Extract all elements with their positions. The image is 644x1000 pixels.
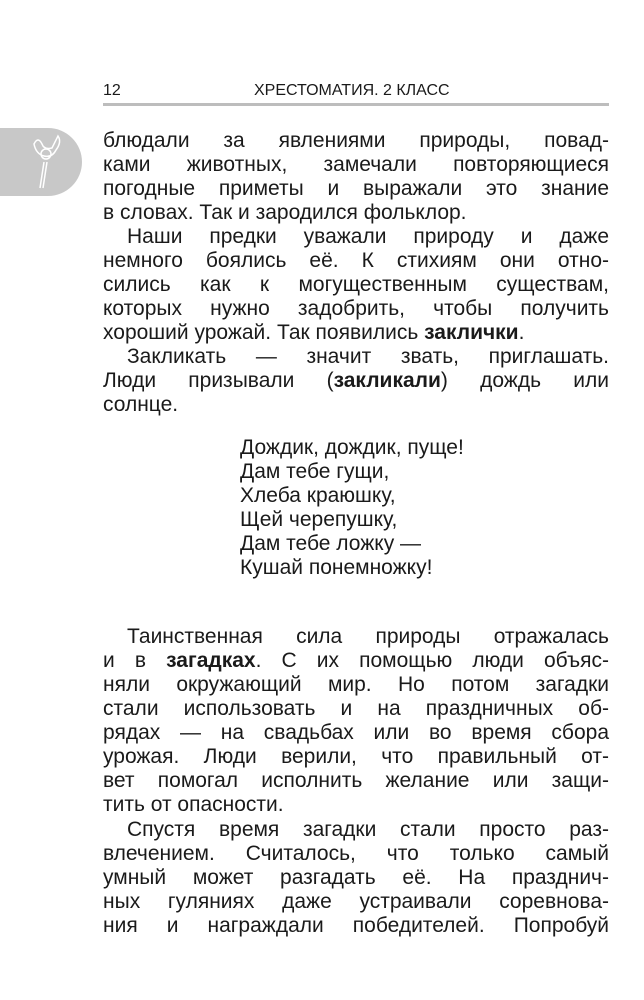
text-line: тить от опасности.: [103, 793, 284, 816]
poem-line: Дождик, дождик, пуще!: [240, 436, 464, 459]
text-line: умный может разгадать её. На празднич-: [103, 866, 609, 889]
text-line: в словах. Так и зародился фольклор.: [103, 201, 467, 224]
text-line: [103, 649, 609, 673]
poem-line: Кушай понемножку!: [240, 556, 433, 579]
page-number: 12: [103, 82, 121, 99]
term-zagadki: загадках: [166, 649, 256, 672]
poem-line: Дам тебе ложку —: [240, 532, 422, 555]
text-line: которых нужно задобрить, чтобы получить: [103, 297, 609, 320]
text: хороший урожай. Так появились: [103, 321, 425, 344]
term-zaklikali: закликали: [333, 369, 441, 392]
text: и в: [103, 649, 167, 672]
poem-line: Дам тебе гущи,: [240, 460, 390, 483]
text: .: [518, 321, 525, 344]
text-line: няли окружающий мир. Но потом загадки: [103, 673, 609, 696]
poem-line: Щей черепушку,: [240, 508, 398, 531]
rooster-lollipop-icon: [26, 132, 66, 192]
text-line: Наши предки уважали природу и даже: [127, 225, 609, 248]
header-rule: [103, 103, 609, 106]
text: ) дождь или: [440, 369, 609, 392]
text-line: рядах — на свадьбах или во время сбора: [103, 721, 609, 744]
text-line: солнце.: [103, 393, 179, 416]
text-line: ками животных, замечали повторяющиеся: [103, 153, 609, 176]
term-zaklichki: заклички: [424, 321, 519, 344]
text-line: Таинственная сила природы отражалась: [127, 625, 609, 648]
text-line: влечением. Считалось, что только самый: [103, 842, 609, 865]
text-line: [103, 369, 609, 393]
text-line: ных гуляниях даже устраивали соревнова-: [103, 890, 609, 913]
text-line: вет помогал исполнить желание или защи-: [103, 769, 609, 792]
text-line: [103, 321, 609, 345]
text: Люди призывали (: [103, 369, 334, 392]
text-line: Закликать — значит звать, приглашать.: [127, 345, 609, 368]
text-line: стали использовать и на праздничных об-: [103, 697, 609, 720]
text-line: блюдали за явлениями природы, повад-: [103, 129, 609, 152]
text-line: немного боялись её. К стихиям они отно-: [103, 249, 609, 272]
text-line: урожая. Люди верили, что правильный от-: [103, 745, 609, 768]
running-title: ХРЕСТОМАТИЯ. 2 КЛАСС: [254, 82, 450, 99]
poem-line: Хлеба краюшку,: [240, 484, 396, 507]
text-line: сились как к могущественным существам,: [103, 273, 609, 296]
section-tab: [0, 128, 82, 196]
text: . С их помощью люди объяс-: [255, 649, 609, 672]
text-line: ния и награждали победителей. Попробуй: [103, 914, 609, 937]
text-line: Спустя время загадки стали просто раз-: [127, 818, 609, 841]
text-line: погодные приметы и выражали это знание: [103, 177, 609, 200]
